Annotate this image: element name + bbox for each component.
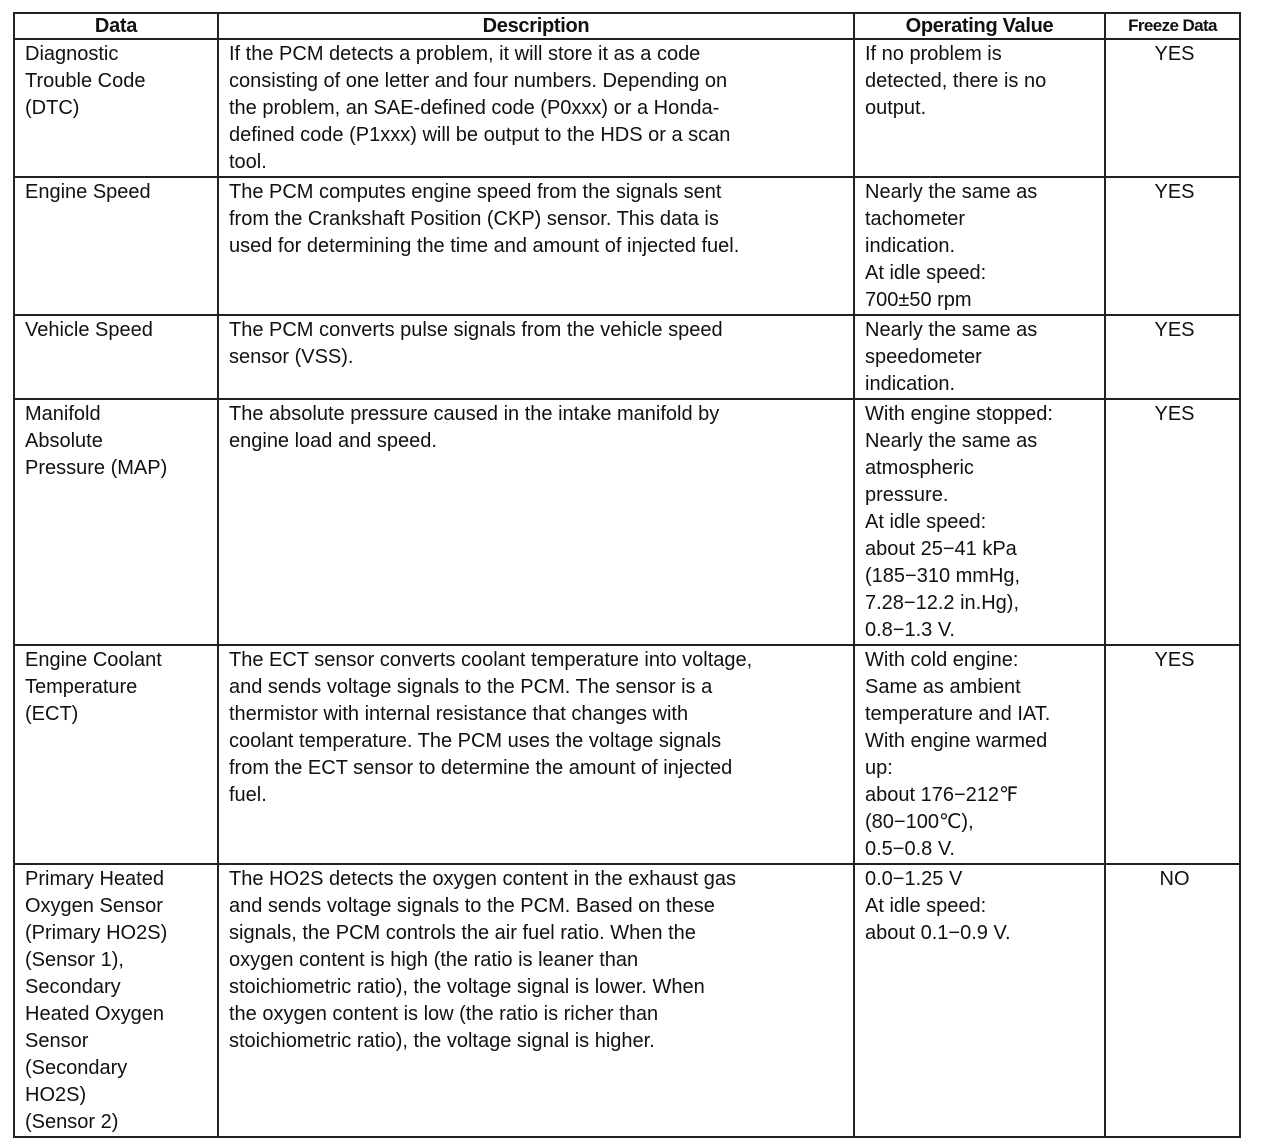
table-row [14,645,1240,864]
description-line: coolant temperature. The PCM uses the voltage signals [229,730,722,752]
operating-value-line: about 176−212℉ [865,784,1019,806]
description-line: The absolute pressure caused in the intake manifold by [229,403,720,425]
data-cell [14,399,218,645]
data-line: (Primary HO2S) [25,922,168,944]
freeze-data-cell: YES [1105,39,1240,177]
operating-value-line: At idle speed: [865,262,987,284]
table-header [14,13,1240,39]
operating-value-line: 0.8−1.3 V. [865,619,955,641]
description-line: from the ECT sensor to determine the amount of injected [229,757,733,779]
operating-value-cell [854,39,1105,177]
data-cell [14,864,218,1137]
operating-value-cell [854,315,1105,399]
description-line: If the PCM detects a problem, it will store it as a code [229,43,701,65]
description-line: defined code (P1xxx) will be output to the HDS or a scan [229,124,731,146]
description-line: and sends voltage signals to the PCM. Based on these [229,895,715,917]
description-line: from the Crankshaft Position (CKP) sensor. This data is [229,208,719,230]
operating-value-line: Nearly the same as [865,181,1038,203]
operating-value-line: about 25−41 kPa [865,538,1017,560]
data-line: Engine Speed [25,181,151,203]
data-line: (ECT) [25,703,79,725]
description-line: stoichiometric ratio), the voltage signal is higher. [229,1030,655,1052]
operating-value-line: Same as ambient [865,676,1021,698]
freeze-data-cell: YES [1105,315,1240,399]
description-line: signals, the PCM controls the air fuel ratio. When the [229,922,696,944]
description-line: The HO2S detects the oxygen content in the exhaust gas [229,868,736,890]
description-line: sensor (VSS). [229,346,354,368]
description-line: consisting of one letter and four numbers. Depending on [229,70,728,92]
data-line: Engine Coolant [25,649,162,671]
operating-value-line: With cold engine: [865,649,1019,671]
description-line: The PCM computes engine speed from the signals sent [229,181,722,203]
operating-value-line: indication. [865,373,956,395]
data-cell [14,177,218,315]
operating-value-cell [854,177,1105,315]
data-line: Heated Oxygen [25,1003,164,1025]
data-line: (Secondary [25,1057,128,1079]
description-cell [218,399,854,645]
table-row [14,399,1240,645]
description-line: and sends voltage signals to the PCM. The sensor is a [229,676,713,698]
data-line: Diagnostic [25,43,119,65]
operating-value-line: temperature and IAT. [865,703,1051,725]
operating-value-line: With engine warmed [865,730,1048,752]
freeze-data-cell: YES [1105,645,1240,864]
data-line: Sensor [25,1030,89,1052]
operating-value-line: At idle speed: [865,511,987,533]
operating-value-cell [854,399,1105,645]
description-cell [218,864,854,1137]
operating-value-line: pressure. [865,484,949,506]
operating-value-line: (80−100℃), [865,811,974,833]
description-cell [218,177,854,315]
data-cell [14,39,218,177]
data-cell [14,645,218,864]
operating-value-line: indication. [865,235,956,257]
description-line: fuel. [229,784,267,806]
header-description: Description [218,13,854,39]
description-cell [218,645,854,864]
description-line: oxygen content is high (the ratio is leaner than [229,949,639,971]
operating-value-line: tachometer [865,208,966,230]
operating-value-cell [854,864,1105,1137]
description-line: The PCM converts pulse signals from the vehicle speed [229,319,723,341]
description-cell [218,315,854,399]
table-row [14,315,1240,399]
description-line: the problem, an SAE-defined code (P0xxx) or a Honda- [229,97,720,119]
data-line: Pressure (MAP) [25,457,168,479]
operating-value-line: At idle speed: [865,895,987,917]
operating-value-line: 0.5−0.8 V. [865,838,955,860]
operating-value-line: atmospheric [865,457,974,479]
description-line: used for determining the time and amount of injected fuel. [229,235,740,257]
description-line: stoichiometric ratio), the voltage signal is lower. When [229,976,705,998]
data-line: Oxygen Sensor [25,895,163,917]
operating-value-line: 7.28−12.2 in.Hg), [865,592,1019,614]
data-spec-table [13,12,1241,1138]
data-line: Vehicle Speed [25,319,153,341]
data-line: (Sensor 2) [25,1111,119,1133]
data-line: Manifold [25,403,101,425]
operating-value-line: 700±50 rpm [865,289,972,311]
data-line: Temperature [25,676,138,698]
description-line: thermistor with internal resistance that changes with [229,703,689,725]
operating-value-line: detected, there is no [865,70,1047,92]
freeze-data-cell: NO [1105,864,1240,1137]
data-line: Absolute [25,430,103,452]
table-row [14,177,1240,315]
operating-value-cell [854,645,1105,864]
operating-value-line: up: [865,757,893,779]
data-line: Primary Heated [25,868,164,890]
header-row [14,13,1240,39]
data-cell [14,315,218,399]
data-line: Trouble Code [25,70,146,92]
data-line: (DTC) [25,97,80,119]
operating-value-line: speedometer [865,346,982,368]
header-operating-value: Operating Value [854,13,1105,39]
table-row [14,39,1240,177]
operating-value-line: Nearly the same as [865,430,1038,452]
header-freeze-data: Freeze Data [1105,13,1240,39]
operating-value-line: With engine stopped: [865,403,1053,425]
description-line: The ECT sensor converts coolant temperature into voltage, [229,649,753,671]
freeze-data-cell: YES [1105,399,1240,645]
operating-value-line: 0.0−1.25 V [865,868,963,890]
data-line: HO2S) [25,1084,87,1106]
table-body [14,39,1240,1137]
data-line: (Sensor 1), [25,949,124,971]
description-line: engine load and speed. [229,430,437,452]
operating-value-line: If no problem is [865,43,1002,65]
freeze-data-cell: YES [1105,177,1240,315]
description-line: the oxygen content is low (the ratio is richer than [229,1003,659,1025]
header-data: Data [14,13,218,39]
operating-value-line: about 0.1−0.9 V. [865,922,1011,944]
description-cell [218,39,854,177]
operating-value-line: Nearly the same as [865,319,1038,341]
description-line: tool. [229,151,267,173]
operating-value-line: (185−310 mmHg, [865,565,1021,587]
table-row [14,864,1240,1137]
operating-value-line: output. [865,97,927,119]
data-line: Secondary [25,976,121,998]
